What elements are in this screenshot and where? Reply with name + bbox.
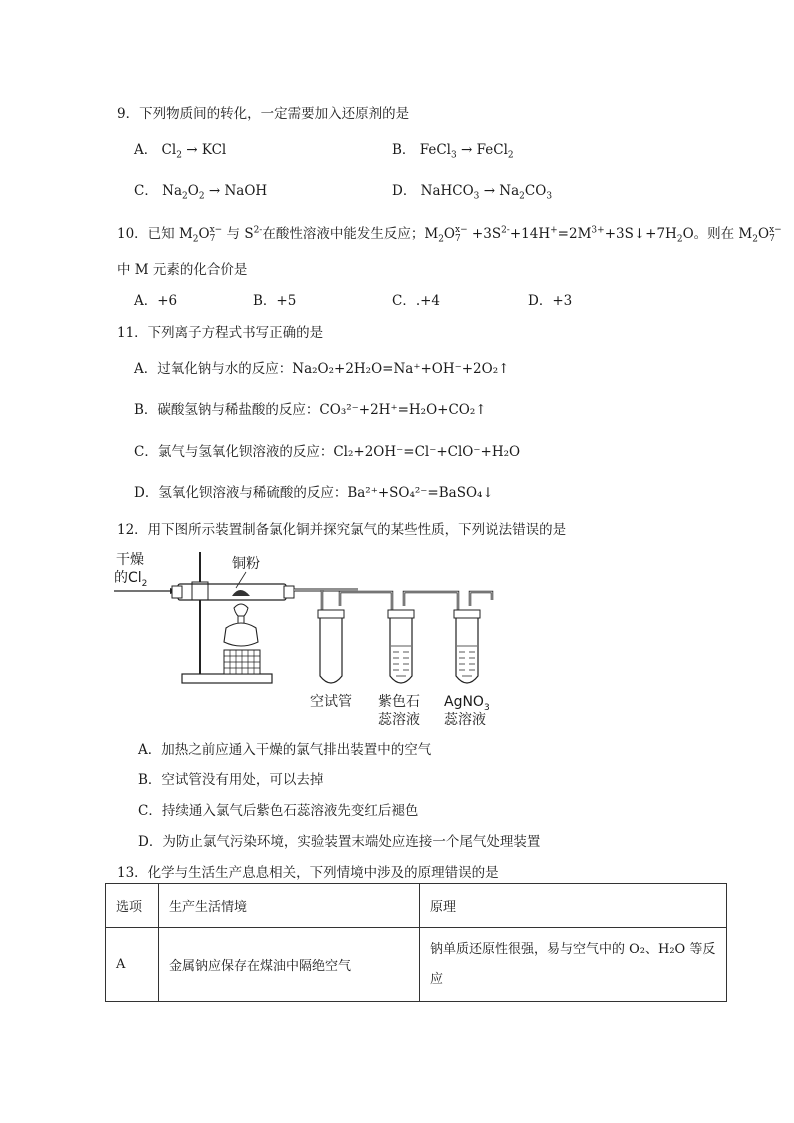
formula-part: Na xyxy=(499,183,520,199)
q13-table xyxy=(105,883,727,1002)
cl2-label: 的$Cl_2$ xyxy=(114,570,148,589)
subscript: 2 xyxy=(676,234,683,245)
q10-option-b[interactable]: B．+5 xyxy=(253,293,297,309)
stopper-2 xyxy=(388,610,414,618)
apparatus-diagram xyxy=(108,546,498,732)
pipe-bore xyxy=(340,592,392,618)
text: 10．已知 M xyxy=(117,226,193,242)
q9-option-d[interactable] xyxy=(392,179,553,202)
test-tube-litmus xyxy=(390,618,412,683)
text: 与 S xyxy=(222,226,254,242)
q11-option-a[interactable] xyxy=(134,357,509,377)
q9-option-a[interactable] xyxy=(134,138,227,161)
table-header-row xyxy=(106,884,727,928)
cell-principle xyxy=(420,928,727,1002)
table-row xyxy=(106,928,727,1002)
formula-part: NaHCO xyxy=(420,183,474,199)
q9-option-b[interactable] xyxy=(392,138,514,161)
q11-option-b[interactable] xyxy=(134,398,487,418)
header-principle: 原理 xyxy=(420,884,727,928)
option-letter: B． xyxy=(392,142,416,158)
option-text: A．过氧化钠与水的反应： xyxy=(134,361,293,377)
subscript: 2 xyxy=(192,234,199,245)
text: O xyxy=(757,226,770,242)
text: 在酸性溶液中能发生反应；M xyxy=(262,226,439,242)
q11-option-d[interactable] xyxy=(134,481,494,501)
outlet-pipe xyxy=(470,592,492,606)
cell-situation: 金属钠应保存在煤油中隔绝空气 xyxy=(159,928,420,1002)
superscript: x− xyxy=(769,224,782,235)
text: +3S↓+7H xyxy=(604,226,677,242)
subscript: 7 xyxy=(209,233,216,244)
header-situation: 生产生活情境 xyxy=(159,884,420,928)
arrow-icon: → xyxy=(186,142,198,158)
q12-option-c[interactable]: C．持续通入氯气后紫色石蕊溶液先变红后褪色 xyxy=(138,803,419,819)
subscript: 2 xyxy=(176,150,182,161)
cell-option: A xyxy=(106,928,159,1002)
formula-part: KCl xyxy=(201,142,227,158)
subscript: 3 xyxy=(450,150,457,161)
empty-tube-label: 空试管 xyxy=(310,694,352,710)
superscript: 2- xyxy=(501,225,510,236)
copper-powder xyxy=(232,590,250,596)
text: O xyxy=(198,226,210,242)
superscript: + xyxy=(550,225,558,236)
alcohol-lamp xyxy=(224,623,258,646)
leader-line xyxy=(236,572,246,588)
subscript: 7 xyxy=(455,233,461,244)
principle-line-1: 钠单质还原性很强，易与空气中的 O₂、H₂O 等反 xyxy=(430,941,716,957)
q11-stem: 11．下列离子方程式书写正确的是 xyxy=(117,325,324,341)
subscript: 2 xyxy=(519,191,525,202)
text: =2M xyxy=(557,226,592,242)
connector-1-2 xyxy=(340,592,392,618)
formula-part: CO xyxy=(524,183,547,199)
stopper-1 xyxy=(318,610,344,618)
q9-option-c[interactable] xyxy=(134,179,268,202)
principle-line-2: 应 xyxy=(430,971,444,987)
header-option: 选项 xyxy=(106,884,159,928)
stopper-3 xyxy=(454,610,480,618)
q13-stem: 13．化学与生活生产息息相关，下列情境中涉及的原理错误的是 xyxy=(117,865,499,881)
test-tube-agno3 xyxy=(456,618,478,683)
option-letter: D． xyxy=(392,183,417,199)
arrow-icon: → xyxy=(483,183,495,199)
arrow-icon: → xyxy=(461,142,473,158)
text: +14H xyxy=(509,226,551,242)
agno3-label-1: AgNO$_3$ xyxy=(444,694,490,713)
stopper-right xyxy=(284,586,294,598)
formula-part: O xyxy=(187,183,199,199)
text: O xyxy=(443,226,455,242)
equation: Cl₂+2OH⁻=Cl⁻+ClO⁻+H₂O xyxy=(333,444,521,460)
q10-stem-line1 xyxy=(117,222,782,244)
q9-stem: 9．下列物质间的转化，一定需要加入还原剂的是 xyxy=(117,106,410,122)
option-text: C．氯气与氢氧化钡溶液的反应： xyxy=(134,444,334,460)
formula-part: Cl xyxy=(161,142,177,158)
litmus-solution xyxy=(391,646,411,676)
arrow-icon: → xyxy=(208,183,221,199)
litmus-label-2: 蕊溶液 xyxy=(378,712,420,728)
text: +3S xyxy=(467,226,502,242)
subscript: 7 xyxy=(769,233,775,244)
q10-option-a[interactable]: A．+6 xyxy=(134,293,178,309)
subscript: 2 xyxy=(198,191,205,202)
test-tube-empty xyxy=(320,618,342,683)
litmus-label-1: 紫色石 xyxy=(378,694,420,710)
subscript: 2 xyxy=(752,234,758,245)
subscript: 3 xyxy=(473,191,480,202)
text: O。则在 M xyxy=(682,226,753,242)
formula-part: FeCl xyxy=(476,142,508,158)
copper-powder-label: 铜粉 xyxy=(232,556,260,572)
superscript: x− xyxy=(455,224,468,235)
q10-stem-line2: 中 M 元素的化合价是 xyxy=(117,262,248,278)
agno3-label-2: 蕊溶液 xyxy=(444,712,486,728)
clamp xyxy=(192,582,208,600)
subscript: 2 xyxy=(507,150,514,161)
pipe-bore xyxy=(470,592,492,606)
q12-stem: 12．用下图所示装置制备氯化铜并探究氯气的某些性质，下列说法错误的是 xyxy=(117,522,567,538)
subscript: 2 xyxy=(182,191,188,202)
formula-part: FeCl xyxy=(419,142,451,158)
stand-base xyxy=(182,674,272,683)
stopper-left xyxy=(172,586,182,598)
q10-option-d[interactable]: D．+3 xyxy=(528,293,573,309)
option-letter: A． xyxy=(134,142,158,158)
dry-label: 干燥 xyxy=(116,552,144,568)
superscript: 2- xyxy=(253,225,263,236)
q12-option-d[interactable]: D．为防止氯气污染环境，实验装置末端处应连接一个尾气处理装置 xyxy=(138,834,541,850)
formula-part: Na xyxy=(162,183,183,199)
q12-option-a[interactable]: A．加热之前应通入干燥的氯气排出装置中的空气 xyxy=(138,742,432,758)
equation: Ba²⁺+SO₄²⁻=BaSO₄↓ xyxy=(347,485,494,501)
option-text: D．氢氧化钡溶液与稀硫酸的反应： xyxy=(134,485,348,501)
superscript: 3+ xyxy=(591,225,605,236)
equation: CO₃²⁻+2H⁺=H₂O+CO₂↑ xyxy=(319,402,487,418)
superscript: x− xyxy=(209,224,223,235)
q11-option-c[interactable] xyxy=(134,440,520,460)
q10-option-c[interactable]: C．.+4 xyxy=(392,293,441,309)
q12-option-b[interactable]: B．空试管没有用处，可以去掉 xyxy=(138,772,324,788)
equation: Na₂O₂+2H₂O=Na⁺+OH⁻+2O₂↑ xyxy=(292,361,510,377)
option-text: B．碳酸氢钠与稀盐酸的反应： xyxy=(134,402,320,418)
option-letter: C． xyxy=(134,183,158,199)
subscript: 2 xyxy=(438,234,444,245)
agno3-solution xyxy=(457,646,477,676)
subscript: 3 xyxy=(546,191,553,202)
formula-part: NaOH xyxy=(224,183,268,199)
